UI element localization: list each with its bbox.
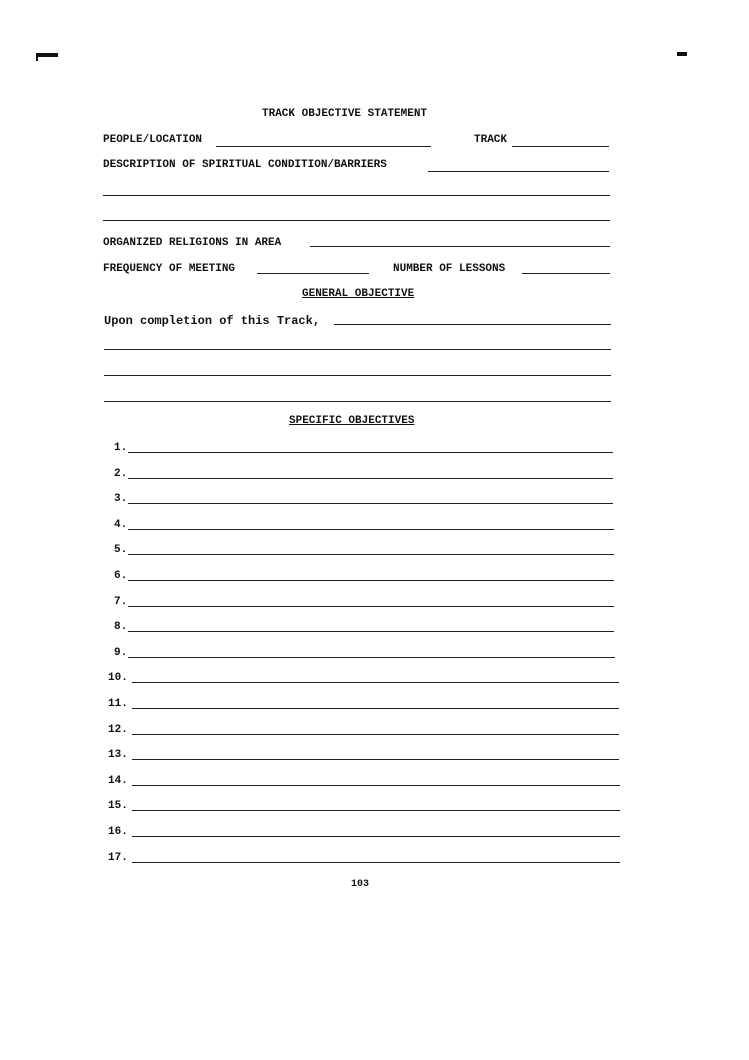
objective-field[interactable] [132,836,620,837]
description-label: DESCRIPTION OF SPIRITUAL CONDITION/BARRIERS [103,159,387,171]
objective-field[interactable] [132,759,619,760]
objective-number: 5. [114,544,128,556]
corner-mark-right-tick [36,53,38,61]
track-field[interactable] [512,146,609,147]
objective-number: 7. [114,596,128,608]
objective-field[interactable] [132,734,619,735]
objective-field[interactable] [128,503,613,504]
objective-number: 12. [108,724,128,736]
objective-field[interactable] [132,810,620,811]
form-title: TRACK OBJECTIVE STATEMENT [262,108,428,120]
general-objective-field-3[interactable] [104,375,611,376]
objective-number: 10. [108,672,128,684]
objective-field[interactable] [128,554,614,555]
page-number: 103 [351,879,370,890]
objective-field[interactable] [128,452,613,453]
general-objective-field-2[interactable] [104,349,611,350]
track-label: TRACK [474,134,508,146]
objective-field[interactable] [128,657,615,658]
people-location-label: PEOPLE/LOCATION [103,134,203,146]
objective-number: 13. [108,749,128,761]
corner-mark-right [677,52,687,56]
description-field-2[interactable] [103,195,610,196]
objective-number: 2. [114,468,128,480]
lessons-label: NUMBER OF LESSONS [393,263,506,275]
objective-field[interactable] [128,606,614,607]
objective-field[interactable] [132,682,619,683]
organized-religions-field[interactable] [310,246,610,247]
objective-field[interactable] [132,708,619,709]
corner-mark-left [36,53,58,57]
objective-field[interactable] [132,785,620,786]
objective-number: 6. [114,570,128,582]
objective-field[interactable] [128,580,614,581]
description-field-3[interactable] [103,220,610,221]
general-objective-field-1[interactable] [334,324,611,325]
objective-number: 1. [114,442,128,454]
specific-objectives-heading: SPECIFIC OBJECTIVES [289,415,415,427]
objective-number: 8. [114,621,128,633]
frequency-field[interactable] [257,273,369,274]
objective-number: 15. [108,800,128,812]
objective-number: 17. [108,852,128,864]
general-objective-heading: GENERAL OBJECTIVE [302,288,415,300]
objective-number: 9. [114,647,128,659]
completion-label: Upon completion of this Track, [104,314,321,328]
general-objective-field-4[interactable] [104,401,611,402]
objective-number: 11. [108,698,128,710]
people-location-field[interactable] [216,146,431,147]
objective-field[interactable] [128,529,614,530]
objective-number: 14. [108,775,128,787]
objective-field[interactable] [128,631,614,632]
organized-religions-label: ORGANIZED RELIGIONS IN AREA [103,237,282,249]
lessons-field[interactable] [522,273,610,274]
objective-number: 3. [114,493,128,505]
description-field-1[interactable] [428,171,609,172]
objective-field[interactable] [132,862,620,863]
objective-number: 16. [108,826,128,838]
objective-field[interactable] [128,478,613,479]
frequency-label: FREQUENCY OF MEETING [103,263,236,275]
objective-number: 4. [114,519,128,531]
